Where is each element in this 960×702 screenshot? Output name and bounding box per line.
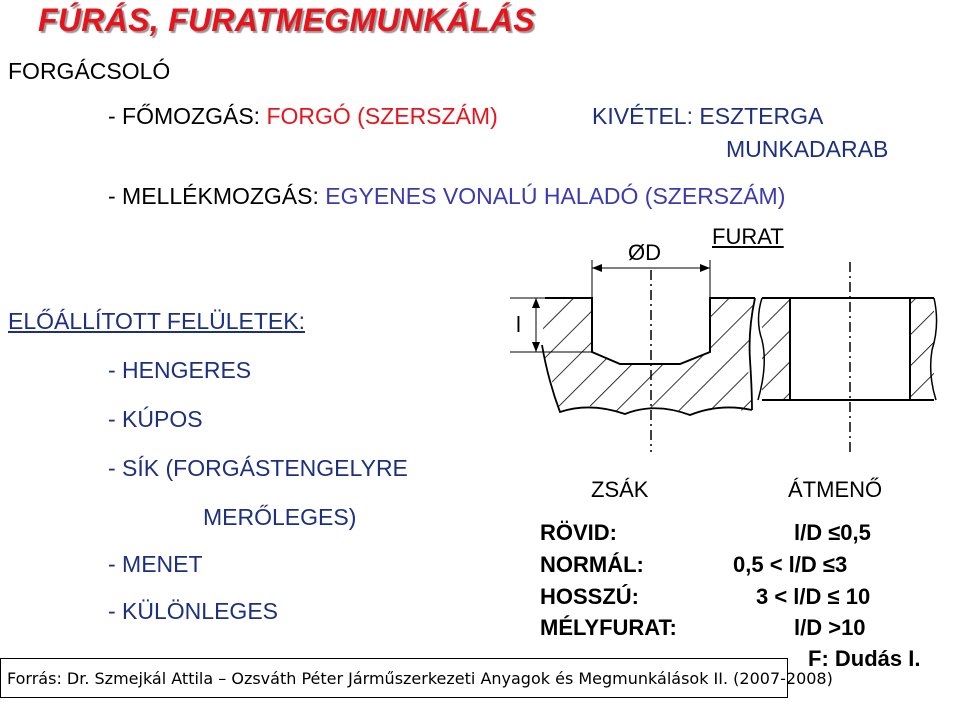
surface-item: MERŐLEGES) xyxy=(203,504,357,530)
exception-value: MUNKADARAB xyxy=(726,136,889,162)
tool-label: FORGÁCSOLÓ xyxy=(8,58,171,84)
through-hole-label: ÁTMENŐ xyxy=(788,477,883,502)
hole-type-name: NORMÁL: xyxy=(540,552,644,577)
surface-item: - MENET xyxy=(108,551,203,577)
hole-type-ratio: 0,5 < l/D ≤3 xyxy=(733,552,848,577)
exception-label: KIVÉTEL: ESZTERGA xyxy=(592,103,824,129)
surfaces-heading: ELŐÁLLÍTOTT FELÜLETEK: xyxy=(8,308,305,334)
hole-type-name: RÖVID: xyxy=(540,520,617,545)
hole-type-name: HOSSZÚ: xyxy=(540,584,639,609)
diameter-label: ØD xyxy=(628,240,661,265)
author-credit: F: Dudás I. xyxy=(808,646,921,671)
blind-hole-workpiece xyxy=(542,298,755,415)
feed-motion-value: EGYENES VONALÚ HALADÓ (SZERSZÁM) xyxy=(325,183,786,209)
surface-item: - SÍK (FORGÁSTENGELYRE xyxy=(108,455,408,481)
surface-item: - KÜLÖNLEGES xyxy=(108,598,278,624)
through-hole-left-wall xyxy=(762,298,790,400)
through-hole-right-wall xyxy=(910,298,934,400)
hole-type-name: MÉLYFURAT: xyxy=(540,615,677,640)
blind-hole-label: ZSÁK xyxy=(591,477,649,502)
hole-type-ratio: 3 < l/D ≤ 10 xyxy=(756,584,871,609)
length-label: l xyxy=(516,312,521,337)
source-citation: Forrás: Dr. Szmejkál Attila – Ozsváth Péter Járműszerkezeti Anyagok és Megmunkálások II. (2007-2008) xyxy=(0,658,788,698)
hole-type-ratio: l/D ≤0,5 xyxy=(794,520,871,545)
surface-item: - KÚPOS xyxy=(108,406,203,432)
page-title: FÚRÁS, FURATMEGMUNKÁLÁS xyxy=(38,2,535,38)
feed-motion-prefix: - MELLÉKMOZGÁS: xyxy=(108,183,326,209)
main-motion-prefix: - FŐMOZGÁS: xyxy=(108,103,267,129)
hole-label: FURAT xyxy=(712,224,784,249)
hole-type-ratio: l/D >10 xyxy=(794,615,866,640)
surface-item: - HENGERES xyxy=(108,357,252,383)
main-motion-value: FORGÓ (SZERSZÁM) xyxy=(266,103,498,129)
